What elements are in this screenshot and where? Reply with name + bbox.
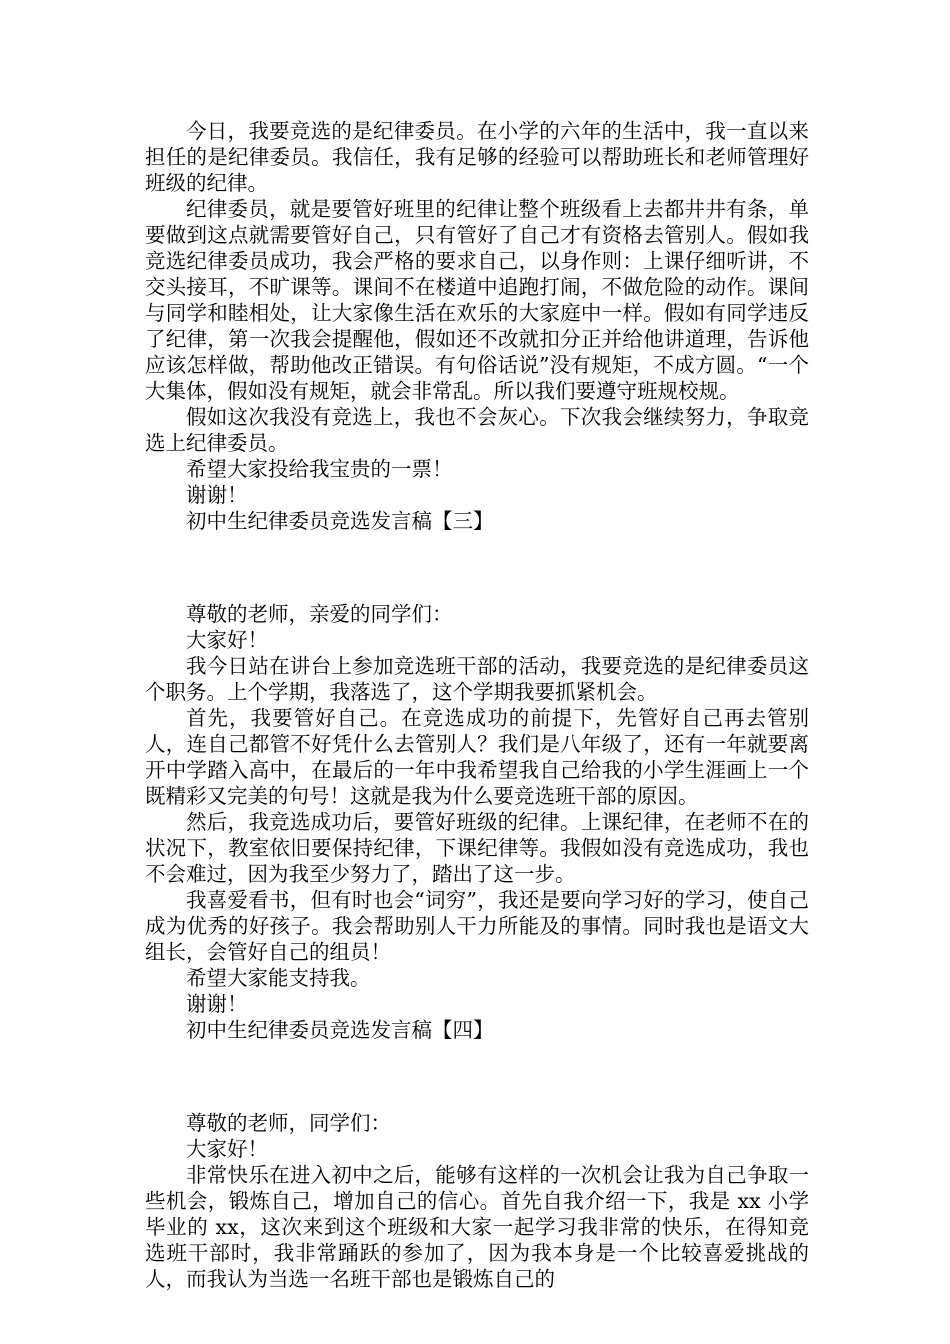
paragraph: 今日，我要竞选的是纪律委员。在小学的六年的生活中，我一直以来担任的是纪律委员。我信任，我有足够的经验可以帮助班长和老师管理好班级的纪律。	[145, 119, 809, 195]
paragraph: 纪律委员，就是要管好班里的纪律让整个班级看上去都井井有条，单要做到这点就需要管好自己，只有管好了自己才有资格去管别人。假如我竞选纪律委员成功，我会严格的要求自己，以身作则：上课仔细听讲，不交头接耳，不旷课等。课间不在楼道中追跑打闹，不做危险的动作。课间与同学和睦相处，让大家像生活在欢乐的大家庭中一样。假如有同学违反了纪律，第一次我会提醒他，假如还不改就扣分正并给他讲道理，告诉他应该怎样做，帮助他改正错误。有句俗话说”没有规矩，不成方圆。“一个大集体，假如没有规矩，就会非常乱。所以我们要遵守班规校规。	[145, 197, 809, 403]
paragraph: 首先，我要管好自己。在竞选成功的前提下，先管好自己再去管别人，连自己都管不好凭什么去管别人？我们是八年级了，还有一年就要离开中学踏入高中，在最后的一年中我希望我自己给我的小学生涯画上一个既精彩又完美的句号！这就是我为什么要竞选班干部的原因。	[145, 706, 809, 808]
paragraph: 我今日站在讲台上参加竞选班干部的活动，我要竞选的是纪律委员这个职务。上个学期，我落选了，这个学期我要抓紧机会。	[145, 654, 809, 704]
paragraph: 然后，我竞选成功后，要管好班级的纪律。上课纪律，在老师不在的状况下，教室依旧要保持纪律，下课纪律等。我假如没有竞选成功，我也不会难过，因为我至少努力了，踏出了这一步。	[145, 810, 809, 886]
paragraph: 初中生纪律委员竞选发言稿【四】	[186, 1018, 494, 1042]
paragraph: 我喜爱看书，但有时也会“词穷”，我还是要向学习好的学习，使自己成为优秀的好孩子。我会帮助别人干力所能及的事情。同时我也是语文大组长，会管好自己的组员！	[145, 888, 809, 964]
paragraph: 假如这次我没有竞选上，我也不会灰心。下次我会继续努力，争取竞选上纪律委员。	[145, 405, 809, 455]
document-page	[145, 118, 809, 1292]
blank-line	[145, 1064, 809, 1090]
blank-line	[145, 555, 809, 581]
paragraph: 谢谢！	[186, 483, 248, 507]
paragraph: 大家好！	[186, 628, 268, 652]
paragraph: 希望大家投给我宝贵的一票！	[186, 457, 453, 481]
paragraph: 尊敬的老师，同学们：	[186, 1111, 391, 1135]
paragraph: 非常快乐在进入初中之后，能够有这样的一次机会让我为自己争取一些机会，锻炼自己，增加自己的信心。首先自我介绍一下，我是 xx 小学毕业的 xx，这次来到这个班级和大家一起学习我非常的快乐，在得知竞选班干部时，我非常踊跃的参加了，因为我本身是一个比较喜爱挑战的人，而我认为当选一名班干部也是锻炼自己的	[145, 1163, 809, 1291]
paragraph: 希望大家能支持我。	[186, 966, 371, 990]
paragraph: 尊敬的老师，亲爱的同学们：	[186, 602, 453, 626]
paragraph: 谢谢！	[186, 992, 248, 1016]
paragraph: 大家好！	[186, 1137, 268, 1161]
paragraph: 初中生纪律委员竞选发言稿【三】	[186, 509, 494, 533]
